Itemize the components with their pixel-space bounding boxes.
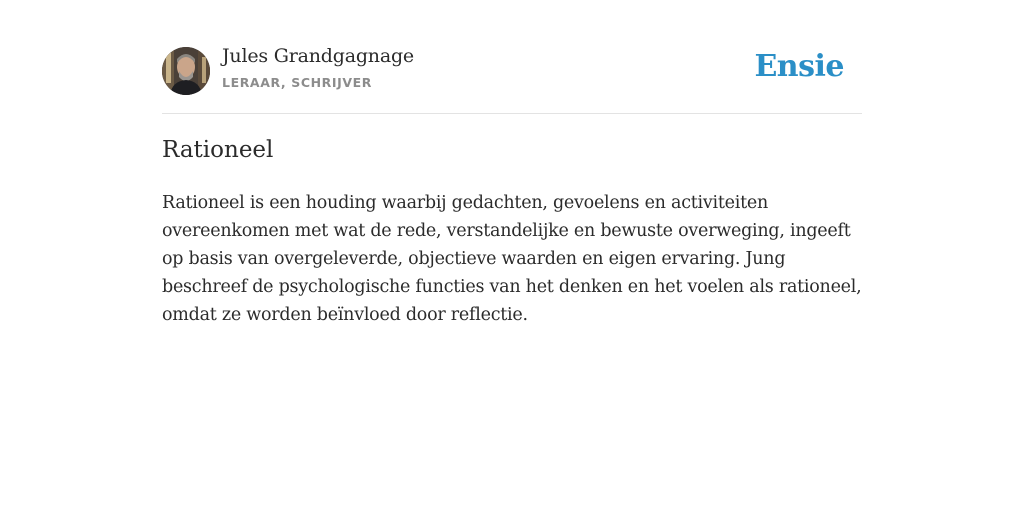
author-avatar[interactable]: [162, 47, 210, 95]
author-role: LERAAR, SCHRIJVER: [222, 75, 373, 90]
entry-title: Rationeel: [162, 137, 274, 163]
author-name[interactable]: Jules Grandgagnage: [222, 45, 414, 67]
entry-header: [162, 0, 862, 114]
brand-logo[interactable]: Ensie: [754, 49, 844, 84]
entry-card: [162, 0, 862, 325]
entry-text: Rationeel is een houding waarbij gedachten, gevoelens en activiteiten overeenkomen met wat de rede, verstandelijke en bewuste overweging, ingeeft op basis van overgeleverde, objectieve waarden en eigen ervaring. Jung beschreef de psychologische functies van het denken en het voelen als rationeel, omdat ze worden beïnvloed door reflectie.: [162, 193, 862, 325]
author-photo-icon: [162, 47, 210, 95]
